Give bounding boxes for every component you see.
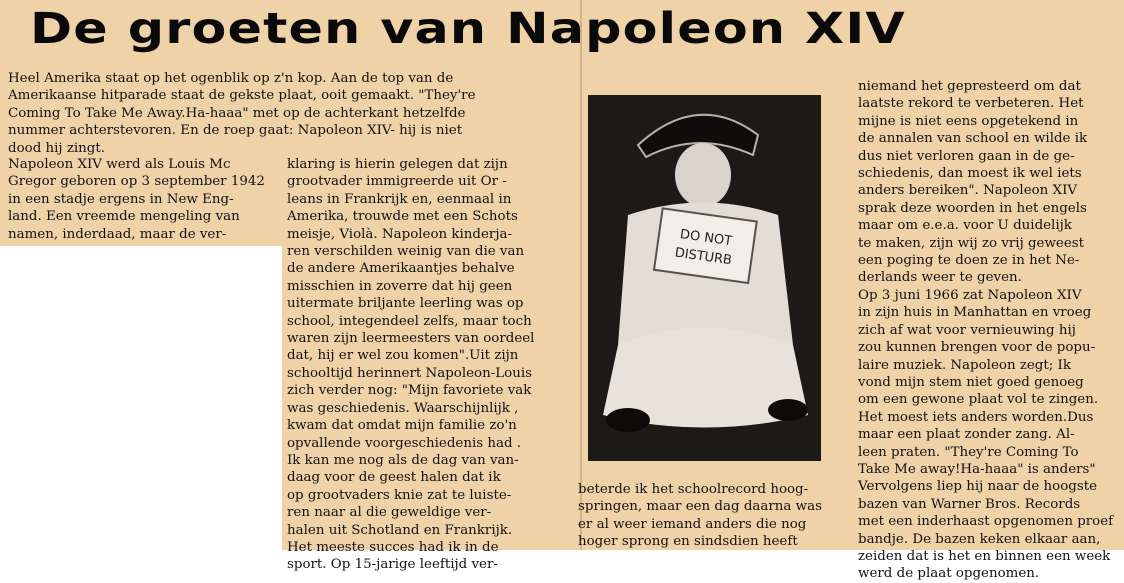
col4-line: Het moest iets anders worden.Dus — [858, 409, 1094, 425]
intro-line: Heel Amerika staat op het ogenblik op z'n kop. Aan de top van de — [8, 71, 454, 86]
col4-line: dus niet verloren gaan in de ge- — [858, 148, 1075, 164]
intro-line: nummer achterstevoren. En de roep gaat: Napoleon XIV- hij is niet — [8, 123, 463, 139]
col4-line: de annalen van school en wilde ik — [858, 131, 1088, 147]
col2-line: klaring is hierin gelegen dat zijn — [287, 157, 508, 172]
article-column-3 — [578, 481, 836, 551]
intro-line: dood hij zingt. — [8, 140, 106, 156]
col2-line: meisje, Violà. Napoleon kinderja- — [287, 226, 512, 242]
col4-line: met een inderhaast opgenomen proef — [858, 514, 1114, 530]
col4-line: anders bereiken". Napoleon XIV — [858, 183, 1078, 199]
col2-line: ren verschilden weinig van die van — [287, 244, 525, 260]
col4-line: om een gewone plaat vol te zingen. — [858, 392, 1099, 408]
paper-fold — [580, 0, 582, 550]
col1-line: namen, inderdaad, maar de ver- — [8, 226, 227, 242]
col2-line: grootvader immigreerde uit Or - — [287, 174, 507, 190]
col2-line: daag voor de geest halen dat ik — [287, 470, 501, 486]
col4-line: laire muziek. Napoleon zegt; Ik — [858, 357, 1071, 373]
col2-line: uitermate briljante leerling was op — [287, 296, 524, 312]
headline: De groeten van Napoleon XIV — [30, 4, 906, 54]
col4-line: leen praten. "They're Coming To — [858, 444, 1079, 460]
col4-line: zou kunnen brengen voor de popu- — [858, 340, 1096, 356]
col2-line: zich verder nog: "Mijn favoriete vak — [287, 383, 532, 399]
sign-text-line2: DISTURB — [673, 245, 733, 269]
col4-line: laatste rekord te verbeteren. Het — [858, 96, 1084, 112]
col3-line: beterde ik het schoolrecord hoog- — [578, 482, 809, 497]
col2-line: dat, hij er wel zou komen".Uit zijn — [287, 348, 519, 364]
intro-line: Amerikaanse hitparade staat de gekste plaat, ooit gemaakt. "They're — [8, 88, 476, 104]
col2-line: de andere Amerikaantjes behalve — [287, 261, 515, 277]
col4-line: vond mijn stem niet goed genoeg — [858, 374, 1084, 390]
col1-line: in een stadje ergens in New Eng- — [8, 191, 234, 207]
col2-line: misschien in zoverre dat hij geen — [287, 278, 513, 294]
col4-line: in zijn huis in Manhattan en vroeg — [858, 305, 1092, 321]
col4-line: een poging te doen ze in het Ne- — [858, 253, 1080, 269]
col4-line: niemand het gepresteerd om dat — [858, 79, 1081, 94]
sign-text-line1: DO NOT — [679, 227, 733, 250]
col2-line: leans in Frankrijk en, eenmaal in — [287, 191, 512, 207]
col4-line: Take Me away!Ha-haaa" is anders" — [858, 461, 1096, 477]
col2-line: waren zijn leermeesters van oordeel — [287, 331, 535, 347]
col2-line: ren naar al die geweldige ver- — [287, 505, 492, 521]
col4-line: te maken, zijn wij zo vrij geweest — [858, 235, 1085, 251]
col2-line: kwam dat omdat mijn familie zo'n — [287, 418, 517, 434]
col2-line: was geschiedenis. Waarschijnlijk , — [287, 400, 519, 416]
col2-line: school, integendeel zelfs, maar toch — [287, 313, 532, 329]
col2-line: schooltijd herinnert Napoleon-Louis — [287, 365, 532, 381]
col2-line: Het meeste succes had ik in de — [287, 539, 499, 555]
col4-line: mijne is niet eens opgetekend in — [858, 113, 1079, 129]
col2-line: halen uit Schotland en Frankrijk. — [287, 522, 513, 538]
col4-line: bazen van Warner Bros. Records — [858, 496, 1081, 512]
col2-line: Ik kan me nog als de dag van van- — [287, 452, 519, 468]
col2-line: op grootvaders knie zat te luiste- — [287, 487, 512, 503]
col1-line: Napoleon XIV werd als Louis Mc — [8, 157, 231, 172]
col4-line: Vervolgens liep hij naar de hoogste — [858, 479, 1098, 495]
col1-line: land. Een vreemde mengeling van — [8, 209, 240, 225]
col4-line: werd de plaat opgenomen. — [858, 566, 1040, 582]
col4-line: bandje. De bazen keken elkaar aan, — [858, 531, 1101, 547]
col4-line: derlands weer te geven. — [858, 270, 1022, 286]
col4-line: schiedenis, dan moest ik wel iets — [858, 166, 1082, 182]
article-column-4 — [858, 78, 1120, 583]
col4-line: zeiden dat is het en binnen een week — [858, 548, 1111, 564]
col4-line: zich af wat voor vernieuwing hij — [858, 322, 1076, 338]
col4-line: sprak deze woorden in het engels — [858, 200, 1087, 216]
col3-line: springen, maar een dag daarna was — [578, 499, 822, 515]
intro-paragraph — [8, 70, 548, 157]
article-column-1 — [8, 156, 276, 243]
napoleon-photo — [588, 95, 821, 461]
col4-line: Op 3 juni 1966 zat Napoleon XIV — [858, 287, 1082, 303]
col2-line: opvallende voorgeschiedenis had . — [287, 435, 522, 451]
col1-line: Gregor geboren op 3 september 1942 — [8, 174, 265, 190]
col4-line: maar een plaat zonder zang. Al- — [858, 427, 1075, 443]
col2-line: sport. Op 15-jarige leeftijd ver- — [287, 557, 498, 573]
col4-line: maar om e.e.a. voor U duidelijk — [858, 218, 1072, 234]
article-column-2 — [287, 156, 577, 574]
blank-area — [0, 246, 282, 550]
col3-line: hoger sprong en sindsdien heeft — [578, 534, 798, 550]
col3-line: er al weer iemand anders die nog — [578, 516, 807, 532]
col2-line: Amerika, trouwde met een Schots — [287, 209, 518, 225]
intro-line: Coming To Take Me Away.Ha-haaa" met op de achterkant hetzelfde — [8, 105, 466, 121]
